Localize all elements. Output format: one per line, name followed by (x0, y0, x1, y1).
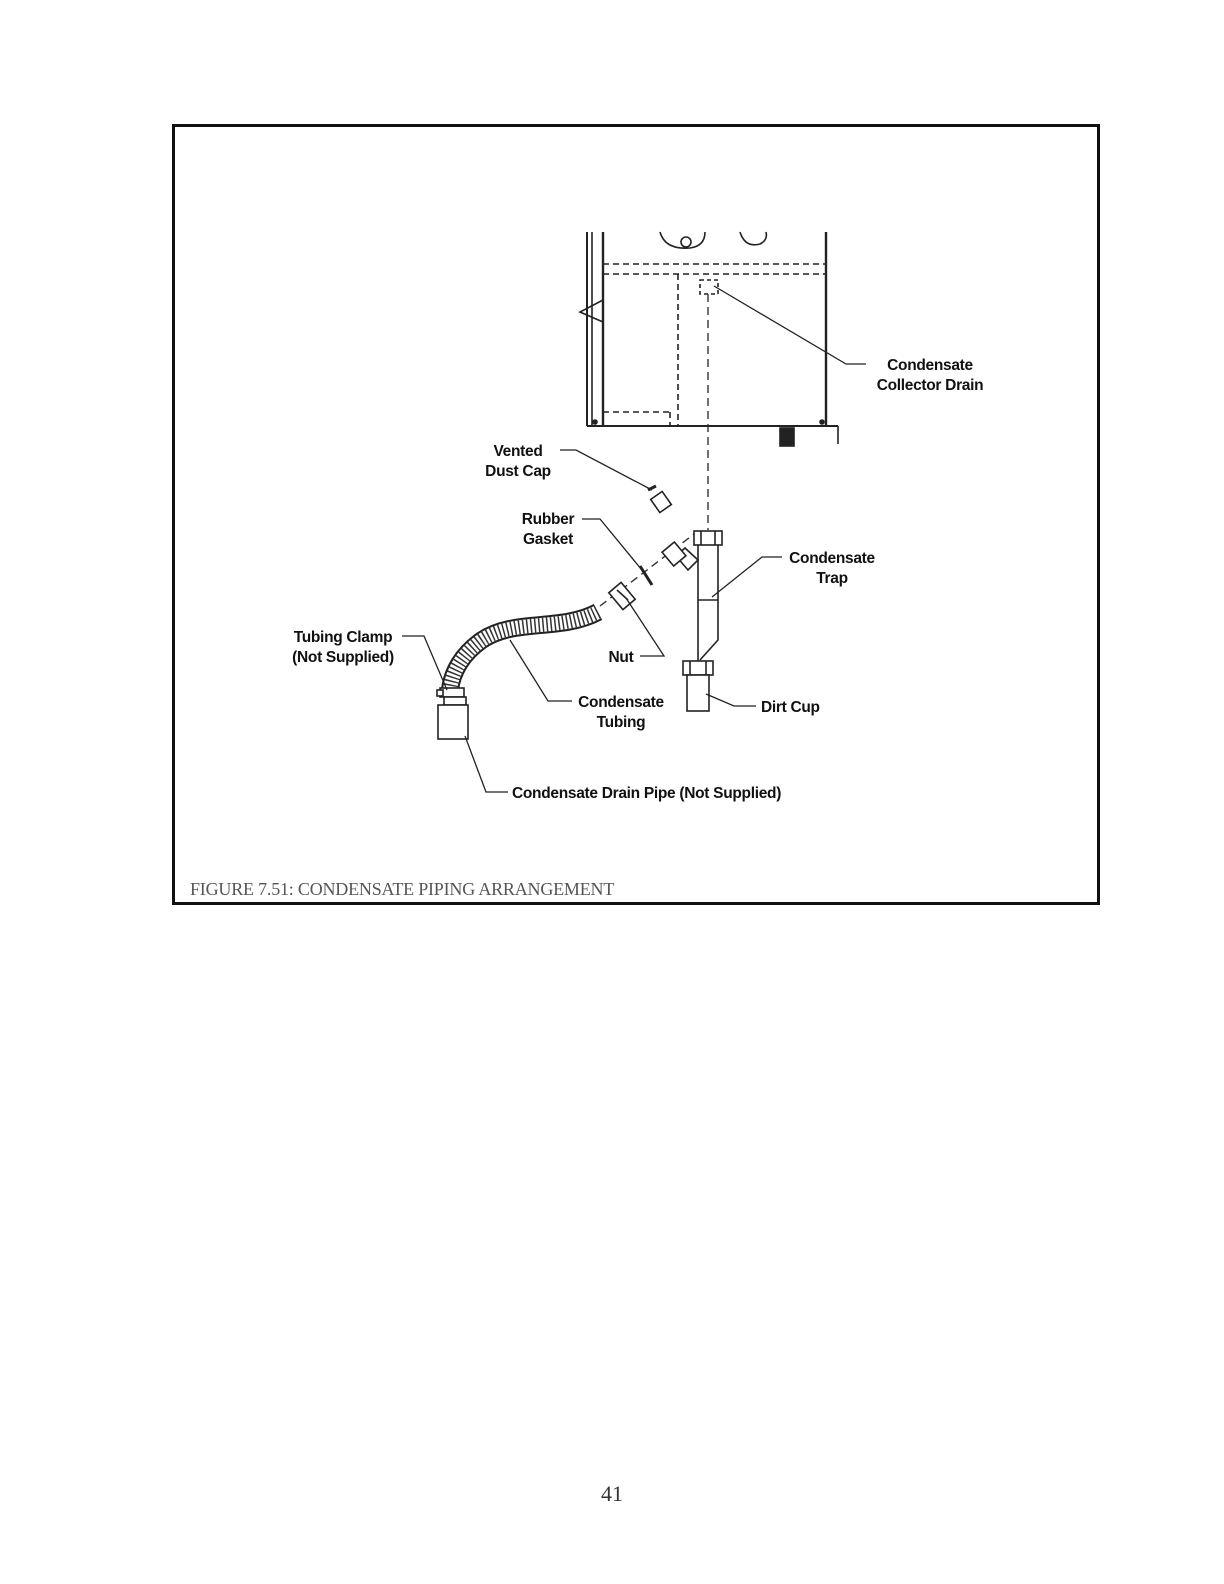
condensate-tubing (450, 612, 598, 690)
label-trap-line2: Trap (816, 570, 848, 587)
figure-caption: FIGURE 7.51: CONDENSATE PIPING ARRANGEMENT (190, 879, 615, 899)
furnace-cabinet (580, 232, 838, 446)
label-tubing-line1: Condensate (578, 694, 664, 711)
label-clamp-line1: Tubing Clamp (293, 629, 393, 646)
page-number: 41 (601, 1481, 623, 1506)
label-gasket-line2: Gasket (523, 531, 573, 548)
label-collector-drain-line1: Condensate (887, 357, 973, 374)
label-dust-cap-line2: Dust Cap (485, 463, 551, 480)
tubing-clamp (437, 688, 464, 697)
label-clamp-line2: (Not Supplied) (292, 649, 394, 666)
label-dust-cap-line1: Vented (493, 443, 543, 460)
rubber-gasket (640, 566, 652, 585)
trap-side-port (662, 542, 698, 570)
label-drain-pipe: Condensate Drain Pipe (Not Supplied) (512, 785, 782, 802)
label-dirt-cup: Dirt Cup (761, 699, 820, 716)
label-trap-line1: Condensate (789, 550, 875, 567)
label-gasket-line1: Rubber (521, 511, 575, 528)
label-tubing-line2: Tubing (596, 714, 646, 731)
condensate-drain-pipe (438, 697, 468, 739)
label-collector-drain-line2: Collector Drain (876, 377, 984, 394)
label-nut: Nut (608, 649, 634, 666)
diagram-labels (292, 357, 983, 802)
